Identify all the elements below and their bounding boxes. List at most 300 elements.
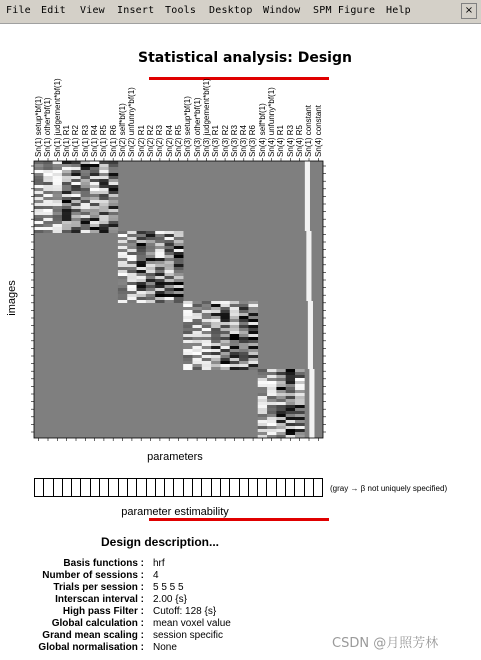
matrix-cell [118,240,128,243]
matrix-cell [81,179,91,182]
matrix-cell [211,349,221,352]
matrix-cell [127,300,137,303]
matrix-cell [62,203,72,206]
matrix-cell [276,429,286,432]
column-label: Sn(2) R2 [145,124,155,157]
matrix-cell [202,307,212,310]
matrix-cell [230,349,240,352]
matrix-cell [71,230,81,233]
menu-item[interactable]: Help [386,5,411,16]
matrix-cell [127,231,137,234]
matrix-cell [146,300,156,303]
description-value: 4 [153,570,159,581]
matrix-cell [248,355,258,358]
matrix-cell [71,203,81,206]
matrix-cell [211,334,221,337]
matrix-cell [81,227,91,230]
matrix-cell [220,301,230,304]
matrix-cell [220,340,230,343]
matrix-cell [53,206,63,209]
matrix-cell [220,358,230,361]
matrix-cell [267,393,277,396]
menu-item[interactable]: Desktop [209,5,253,16]
matrix-cell [71,224,81,227]
matrix-cell [118,258,128,261]
matrix-cell [211,337,221,340]
matrix-cell [127,270,137,273]
matrix-cell [295,390,305,393]
matrix-cell [220,346,230,349]
matrix-cell [81,182,91,185]
description-row [0,594,420,606]
matrix-cell [53,167,63,170]
matrix-cell [211,301,221,304]
matrix-cell [62,188,72,191]
matrix-cell [99,209,109,212]
matrix-cell [118,279,128,282]
matrix-cell [34,194,44,197]
matrix-cell [220,319,230,322]
matrix-cell [258,435,268,438]
matrix-cell [295,384,305,387]
menu-item[interactable]: File [6,5,31,16]
matrix-cell [202,352,212,355]
matrix-cell [137,258,147,261]
matrix-cell [90,167,100,170]
matrix-cell [286,387,296,390]
matrix-cell [286,378,296,381]
matrix-cell [53,221,63,224]
estimability-cell [184,479,193,496]
matrix-cell [118,288,128,291]
matrix-cell [71,218,81,221]
estimability-cell [240,479,249,496]
matrix-cell [99,221,109,224]
matrix-cell [99,191,109,194]
matrix-cell [53,209,63,212]
matrix-cell [276,393,286,396]
matrix-cell [220,352,230,355]
matrix-cell [183,319,193,322]
matrix-cell [127,297,137,300]
estimability-cell [267,479,276,496]
matrix-cell [295,387,305,390]
matrix-cell [258,393,268,396]
matrix-cell [109,200,119,203]
matrix-cell [137,261,147,264]
matrix-cell [267,369,277,372]
description-row [0,558,420,570]
matrix-cell [127,264,137,267]
matrix-cell [127,285,137,288]
matrix-cell [276,396,286,399]
matrix-cell [258,420,268,423]
matrix-cell [192,322,202,325]
matrix-cell [286,417,296,420]
description-row [0,582,420,594]
estimability-cell [119,479,128,496]
matrix-cell [118,294,128,297]
matrix-cell [34,218,44,221]
matrix-cell [34,161,44,164]
matrix-cell [34,164,44,167]
matrix-cell [155,300,165,303]
menu-item[interactable]: Edit [41,5,66,16]
matrix-cell [109,221,119,224]
column-label: Sn(3) setup*bf(1) [183,96,193,157]
matrix-cell [127,273,137,276]
matrix-cell [286,396,296,399]
matrix-cell [90,173,100,176]
matrix-cell [165,237,175,240]
matrix-cell [165,279,175,282]
matrix-cell [146,279,156,282]
matrix-cell [230,355,240,358]
matrix-cell [276,420,286,423]
estimability-cell [54,479,63,496]
matrix-cell [53,164,63,167]
constant-column [306,231,311,301]
description-value: 2.00 {s} [153,594,187,605]
matrix-cell [230,319,240,322]
matrix-cell [258,432,268,435]
matrix-cell [165,288,175,291]
matrix-cell [183,307,193,310]
matrix-cell [248,334,258,337]
matrix-cell [202,340,212,343]
matrix-cell [202,313,212,316]
matrix-cell [34,188,44,191]
description-value: mean voxel value [153,618,231,629]
matrix-cell [211,316,221,319]
matrix-cell [155,255,165,258]
matrix-cell [202,346,212,349]
matrix-cell [155,297,165,300]
matrix-cell [230,301,240,304]
matrix-cell [276,435,286,438]
matrix-cell [137,231,147,234]
matrix-cell [211,340,221,343]
matrix-cell [155,252,165,255]
column-label: Sn(1) R1 [62,124,71,157]
matrix-cell [220,364,230,367]
matrix-cell [62,191,72,194]
menu-item[interactable]: Tools [165,5,197,16]
matrix-cell [174,255,184,258]
matrix-cell [71,182,81,185]
matrix-cell [239,346,249,349]
matrix-cell [99,164,109,167]
matrix-cell [211,328,221,331]
matrix-cell [202,328,212,331]
matrix-cell [109,170,119,173]
matrix-cell [53,188,63,191]
matrix-cell [239,319,249,322]
matrix-cell [43,230,53,233]
matrix-cell [202,355,212,358]
matrix-cell [267,390,277,393]
matrix-cell [53,191,63,194]
matrix-cell [146,249,156,252]
matrix-cell [267,429,277,432]
matrix-cell [192,316,202,319]
matrix-cell [183,334,193,337]
matrix-cell [230,337,240,340]
matrix-cell [155,246,165,249]
matrix-cell [109,176,119,179]
column-label: Sn(3) other*bf(1) [192,97,202,157]
matrix-cell [276,390,286,393]
matrix-cell [230,364,240,367]
matrix-cell [286,414,296,417]
matrix-cell [192,352,202,355]
matrix-cell [258,387,268,390]
matrix-cell [165,270,175,273]
matrix-cell [62,176,72,179]
estimability-cell [230,479,239,496]
x-axis-label: parameters [147,451,203,463]
matrix-cell [62,209,72,212]
matrix-cell [146,243,156,246]
matrix-cell [276,384,286,387]
matrix-cell [90,230,100,233]
matrix-cell [109,212,119,215]
matrix-cell [62,227,72,230]
matrix-cell [90,197,100,200]
design-description-heading: Design description... [100,535,220,549]
matrix-cell [295,372,305,375]
matrix-cell [137,285,147,288]
matrix-cell [127,261,137,264]
matrix-cell [165,276,175,279]
matrix-cell [174,288,184,291]
matrix-cell [295,402,305,405]
matrix-cell [53,170,63,173]
matrix-cell [90,170,100,173]
matrix-cell [239,328,249,331]
matrix-cell [109,164,119,167]
column-label: Sn(2) R1 [136,124,146,157]
matrix-cell [267,423,277,426]
matrix-cell [230,316,240,319]
matrix-cell [99,212,109,215]
column-label: Sn(2) self*bf(1) [117,103,127,157]
matrix-cell [211,331,221,334]
matrix-cell [137,276,147,279]
matrix-cell [239,307,249,310]
column-label: Sn(4) constant [313,104,323,157]
matrix-cell [174,300,184,303]
matrix-cell [239,352,249,355]
matrix-cell [230,361,240,364]
description-key: High pass Filter : [62,606,144,617]
matrix-cell [127,282,137,285]
matrix-cell [202,358,212,361]
matrix-cell [174,264,184,267]
matrix-cell [109,227,119,230]
matrix-cell [183,337,193,340]
matrix-cell [183,349,193,352]
matrix-cell [62,185,72,188]
matrix-cell [146,282,156,285]
matrix-cell [43,224,53,227]
matrix-cell [295,399,305,402]
matrix-cell [146,264,156,267]
matrix-cell [220,307,230,310]
matrix-cell [34,227,44,230]
matrix-cell [248,364,258,367]
estimability-cell [305,479,314,496]
matrix-cell [127,291,137,294]
matrix-cell [276,417,286,420]
matrix-cell [34,209,44,212]
matrix-cell [118,243,128,246]
matrix-cell [258,429,268,432]
matrix-cell [211,343,221,346]
matrix-cell [267,396,277,399]
matrix-cell [109,197,119,200]
matrix-cell [174,276,184,279]
matrix-cell [286,429,296,432]
matrix-cell [81,173,91,176]
matrix-cell [276,408,286,411]
matrix-cell [295,417,305,420]
matrix-cell [258,399,268,402]
description-key: Global normalisation : [38,642,144,653]
matrix-cell [53,179,63,182]
description-key: Trials per session : [53,582,144,593]
matrix-cell [155,267,165,270]
matrix-cell [62,179,72,182]
matrix-cell [165,258,175,261]
matrix-cell [183,358,193,361]
matrix-cell [230,310,240,313]
menu-item[interactable]: View [80,5,105,16]
matrix-cell [192,358,202,361]
menu-item[interactable]: Window [263,5,301,16]
matrix-cell [267,426,277,429]
matrix-cell [146,276,156,279]
matrix-cell [248,316,258,319]
matrix-cell [146,258,156,261]
matrix-cell [239,340,249,343]
matrix-cell [137,294,147,297]
matrix-cell [258,402,268,405]
matrix-cell [62,224,72,227]
matrix-cell [174,273,184,276]
matrix-cell [99,170,109,173]
column-label: Sn(4) unfunny*bf(1) [267,87,277,157]
matrix-cell [34,185,44,188]
matrix-cell [155,261,165,264]
column-label: Sn(3) R6 [248,124,258,157]
matrix-cell [248,310,258,313]
matrix-cell [43,227,53,230]
matrix-cell [109,188,119,191]
matrix-cell [71,179,81,182]
matrix-cell [220,331,230,334]
matrix-cell [137,234,147,237]
matrix-cell [267,417,277,420]
matrix-cell [43,215,53,218]
matrix-cell [183,367,193,370]
matrix-cell [239,331,249,334]
matrix-cell [90,206,100,209]
matrix-cell [127,276,137,279]
matrix-cell [34,182,44,185]
matrix-cell [146,255,156,258]
matrix-cell [155,276,165,279]
matrix-cell [174,282,184,285]
matrix-cell [276,399,286,402]
description-value: Cutoff: 128 {s} [153,606,217,617]
estimability-cell [109,479,118,496]
watermark: CSDN @月照芳林 [332,636,439,651]
matrix-cell [155,273,165,276]
matrix-cell [286,408,296,411]
matrix-cell [53,194,63,197]
matrix-cell [248,349,258,352]
matrix-cell [109,173,119,176]
close-icon[interactable]: × [461,3,477,19]
matrix-cell [43,176,53,179]
matrix-cell [192,334,202,337]
matrix-cell [174,231,184,234]
matrix-cell [109,179,119,182]
menu-item[interactable]: SPM Figure [313,5,376,16]
matrix-cell [211,346,221,349]
column-label: Sn(1) other*bf(1) [43,97,53,157]
matrix-cell [286,384,296,387]
estimability-cell [63,479,72,496]
matrix-cell [34,167,44,170]
description-value: 5 5 5 5 [153,582,184,593]
estimability-cell [221,479,230,496]
matrix-cell [230,331,240,334]
matrix-cell [34,221,44,224]
matrix-cell [71,215,81,218]
menu-item[interactable]: Insert [117,5,155,16]
matrix-cell [258,396,268,399]
matrix-cell [118,261,128,264]
matrix-cell [276,378,286,381]
matrix-cell [99,182,109,185]
matrix-cell [211,352,221,355]
matrix-cell [146,285,156,288]
description-key: Global calculation : [51,618,144,629]
matrix-cell [202,325,212,328]
matrix-cell [62,221,72,224]
matrix-cell [192,310,202,313]
matrix-cell [99,203,109,206]
estimability-note: (gray → β not uniquely specified) [330,484,448,493]
matrix-cell [192,301,202,304]
matrix-cell [155,249,165,252]
matrix-cell [99,167,109,170]
matrix-cell [286,435,296,438]
matrix-cell [53,218,63,221]
matrix-cell [155,231,165,234]
matrix-cell [127,252,137,255]
matrix-cell [137,300,147,303]
matrix-cell [220,328,230,331]
matrix-cell [165,285,175,288]
matrix-cell [239,349,249,352]
matrix-cell [109,194,119,197]
matrix-cell [220,322,230,325]
matrix-cell [295,429,305,432]
matrix-cell [90,221,100,224]
